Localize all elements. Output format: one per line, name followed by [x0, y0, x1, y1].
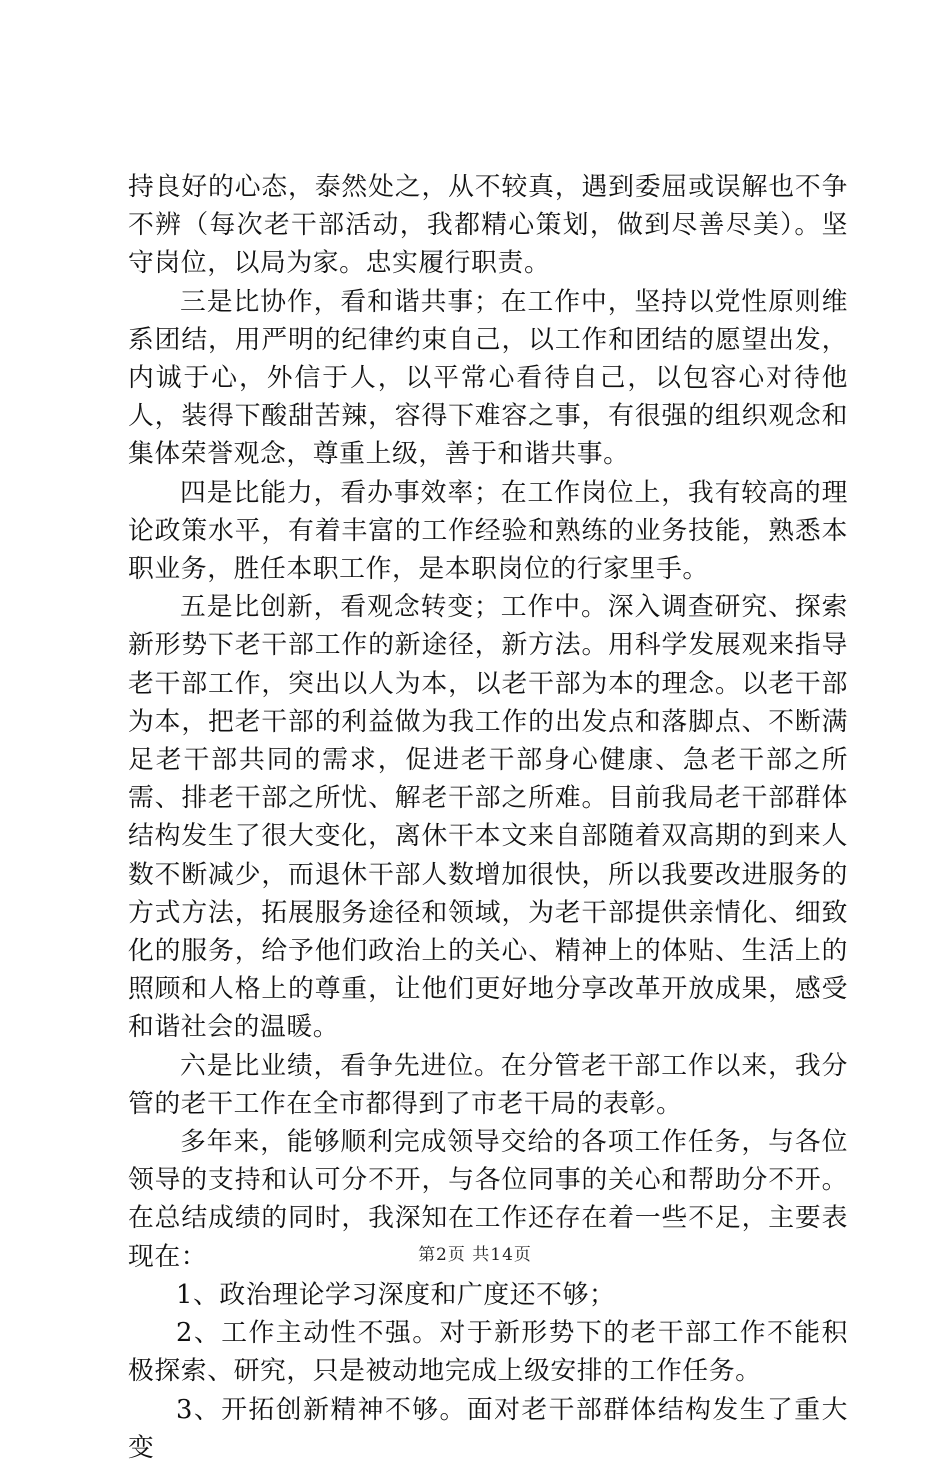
paragraph-innovation: 五是比创新，看观念转变；工作中。深入调查研究、探索新形势下老干部工作的新途径，新方法。用科学发展观来指导老干部工作，突出以人为本，以老干部为本的理念。以老干部为本，把老干部的利益做为我工作的出发点和落脚点、不断满足老干部共同的需求，促进老干部身心健康、急老干部之所需、排老干部之所忧、解老干部之所难。目前我局老干部群体结构发生了很大变化，离休干本文来自部随着双高期的到来人数不断减少，而退休干部人数增加很快，所以我要改进服务的方式方法，拓展服务途径和领域，为老干部提供亲情化、细致化的服务，给予他们政治上的关心、精神上的体贴、生活上的照顾和人格上的尊重，让他们更好地分享改革开放成果，感受和谐社会的温暖。 — [128, 592, 848, 1043]
paragraph-cooperation: 三是比协作，看和谐共事；在工作中，坚持以党性原则维系团结，用严明的纪律约束自己，以工作和团结的愿望出发，内诚于心，外信于人，以平常心看待自己，以包容心对待他人，装得下酸甜苦辣，容得下难容之事，有很强的组织观念和集体荣誉观念，尊重上级，善于和谐共事。 — [128, 286, 848, 470]
list-item-2: 2、工作主动性不强。对于新形势下的老干部工作不能积极探索、研究，只是被动地完成上级安排的工作任务。 — [128, 1318, 848, 1387]
paragraph-performance: 六是比业绩，看争先进位。在分管老干部工作以来，我分管的老干工作在全市都得到了市老干局的表彰。 — [128, 1050, 848, 1119]
list-item-3: 3、开拓创新精神不够。面对老干部群体结构发生了重大变 — [128, 1394, 848, 1463]
paragraph-ability: 四是比能力，看办事效率；在工作岗位上，我有较高的理论政策水平，有着丰富的工作经验和熟练的业务技能，熟悉本职业务，胜任本职工作，是本职岗位的行家里手。 — [128, 477, 848, 585]
document-body — [128, 168, 848, 1467]
paragraph-summary: 多年来，能够顺利完成领导交给的各项工作任务，与各位领导的支持和认可分不开，与各位同事的关心和帮助分不开。在总结成绩的同时，我深知在工作还存在着一些不足，主要表现在： — [128, 1127, 848, 1272]
list-item-1: 1、政治理论学习深度和广度还不够； — [176, 1279, 616, 1310]
page-number-footer: 第2页 共14页 — [418, 1245, 532, 1265]
paragraph-continuation: 持良好的心态，泰然处之，从不较真，遇到委屈或误解也不争不辨（每次老干部活动，我都精心策划，做到尽善尽美）。坚守岗位，以局为家。忠实履行职责。 — [128, 172, 848, 279]
